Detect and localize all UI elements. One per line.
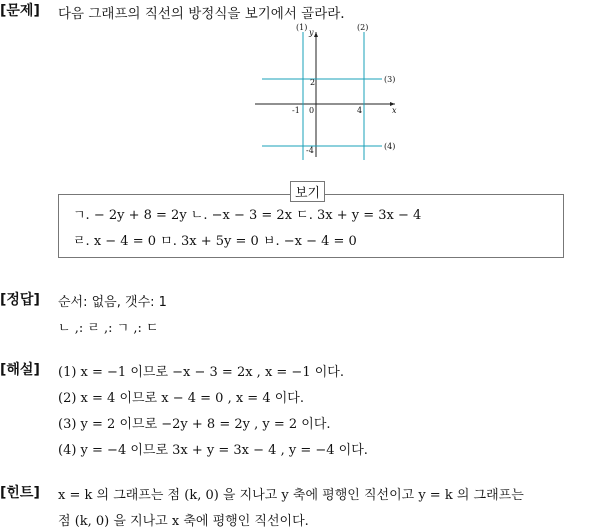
label-line-1: (1) bbox=[296, 23, 308, 32]
explanation-line-4: (4) y = −4 이므로 3x + y = 3x − 4 , y = −4 이다. bbox=[58, 443, 368, 458]
explanation-line-2: (2) x = 4 이므로 x − 4 = 0 , x = 4 이다. bbox=[58, 391, 304, 406]
bogi-row-1: ㄱ. − 2y + 8 = 2y ㄴ. −x − 3 = 2x ㄷ. 3x + y = 3x − 4 bbox=[73, 208, 422, 223]
answer-line-2: ㄴ ,: ㄹ ,: ㄱ ,: ㄷ bbox=[58, 321, 159, 336]
tick-origin: 0 bbox=[309, 106, 315, 115]
y-axis-label: y bbox=[309, 28, 314, 37]
label-line-3: (3) bbox=[384, 75, 396, 84]
problem-tag: [문제] bbox=[0, 3, 40, 19]
hint-line-2: 점 (k, 0) 을 지나고 x 축에 평행인 직선이다. bbox=[58, 514, 309, 529]
label-line-2: (2) bbox=[357, 23, 369, 32]
tick-4: 4 bbox=[357, 106, 363, 115]
x-axis-label: x bbox=[392, 106, 397, 115]
tick-2: 2 bbox=[310, 78, 316, 87]
explanation-line-3: (3) y = 2 이므로 −2y + 8 = 2y , y = 2 이다. bbox=[58, 417, 331, 432]
answer-line-1: 순서: 없음, 갯수: 1 bbox=[58, 295, 167, 310]
y-axis-arrow bbox=[314, 32, 318, 37]
bogi-row-2: ㄹ. x − 4 = 0 ㅁ. 3x + 5y = 0 ㅂ. −x − 4 = 0 bbox=[73, 234, 357, 249]
problem-text: 다음 그래프의 직선의 방정식을 보기에서 골라라. bbox=[58, 6, 345, 22]
hint-line-1: x = k 의 그래프는 점 (k, 0) 을 지나고 y 축에 평행인 직선이고 y = k 의 그래프는 bbox=[58, 488, 524, 503]
explanation-line-1: (1) x = −1 이므로 −x − 3 = 2x , x = −1 이다. bbox=[58, 365, 344, 380]
tick-minus-4: -4 bbox=[306, 146, 314, 155]
tick-minus-1: -1 bbox=[292, 106, 300, 115]
label-line-4: (4) bbox=[384, 142, 396, 151]
bogi-box bbox=[58, 194, 564, 258]
explanation-tag: [해설] bbox=[0, 362, 40, 378]
hint-tag: [힌트] bbox=[0, 485, 40, 501]
bogi-title: 보기 bbox=[290, 181, 325, 202]
answer-tag: [정답] bbox=[0, 292, 40, 308]
coordinate-graph bbox=[250, 22, 400, 162]
